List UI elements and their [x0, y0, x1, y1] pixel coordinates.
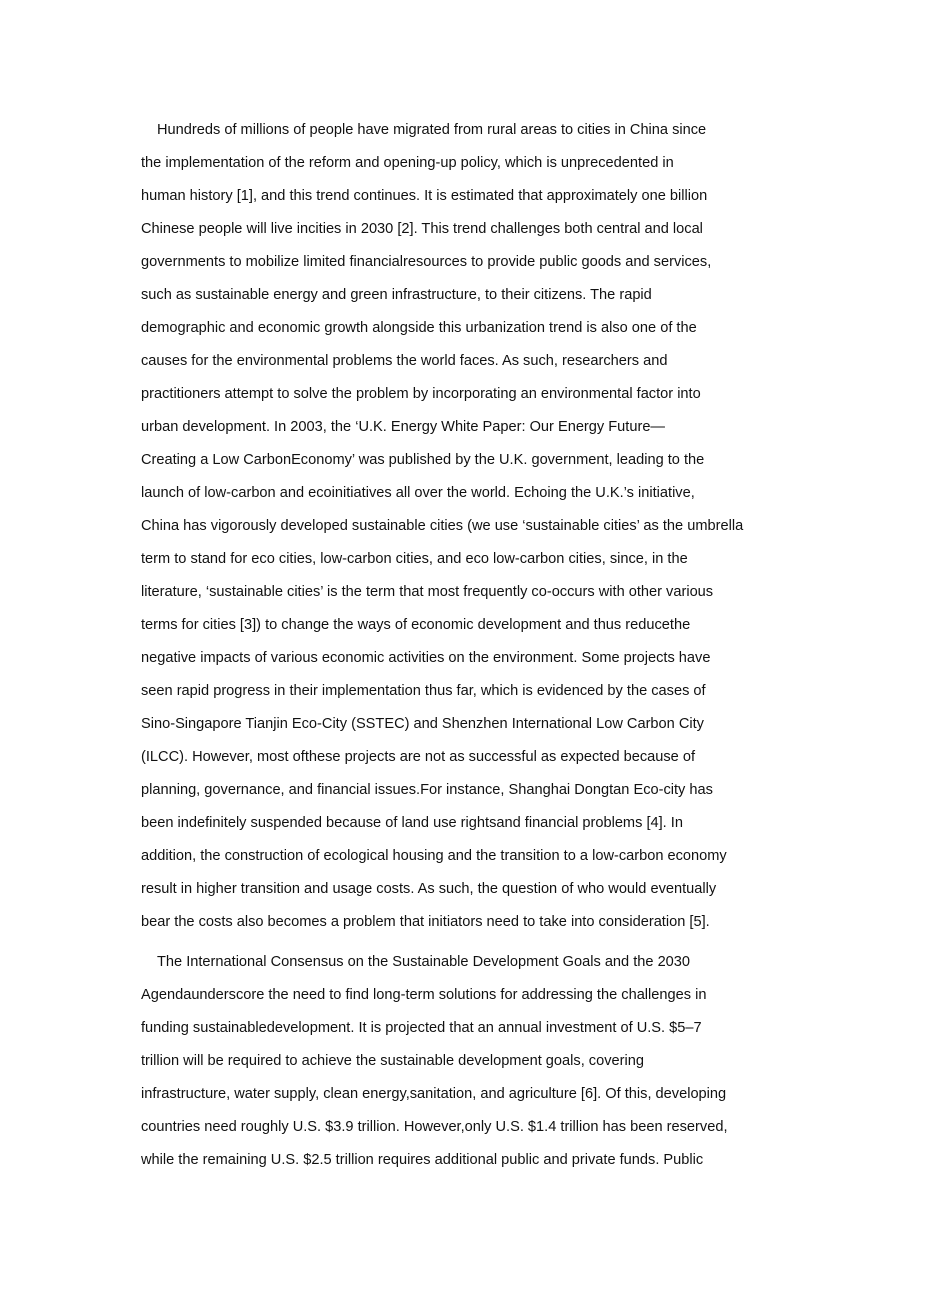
paragraph-line: causes for the environmental problems the world faces. As such, researchers and	[141, 353, 668, 369]
paragraph-line: Creating a Low CarbonEconomy’ was published by the U.K. government, leading to the	[141, 452, 705, 468]
paragraph-line: infrastructure, water supply, clean energy,sanitation, and agriculture [6]. Of this, developing	[141, 1086, 727, 1102]
paragraph-line: literature, ‘sustainable cities’ is the term that most frequently co-occurs with other various	[141, 584, 714, 600]
paragraph-line: addition, the construction of ecological housing and the transition to a low-carbon economy	[141, 848, 727, 864]
paragraph-line: governments to mobilize limited financialresources to provide public goods and services,	[141, 254, 712, 270]
paragraph-line: funding sustainabledevelopment. It is projected that an annual investment of U.S. $5–7	[141, 1020, 702, 1036]
paragraph-line: China has vigorously developed sustainable cities (we use ‘sustainable cities’ as the umbrella	[141, 518, 744, 534]
paragraph-line: while the remaining U.S. $2.5 trillion requires additional public and private funds. Public	[141, 1152, 704, 1168]
paragraph-line: terms for cities [3]) to change the ways of economic development and thus reducethe	[141, 617, 691, 633]
paragraph-line: seen rapid progress in their implementation thus far, which is evidenced by the cases of	[141, 683, 706, 699]
paragraph-line: Hundreds of millions of people have migrated from rural areas to cities in China since	[157, 122, 707, 138]
paragraph-line: term to stand for eco cities, low-carbon cities, and eco low-carbon cities, since, in the	[141, 551, 688, 567]
paragraph-line: planning, governance, and financial issues.For instance, Shanghai Dongtan Eco-city has	[141, 782, 713, 798]
paragraph-line: result in higher transition and usage costs. As such, the question of who would eventually	[141, 881, 717, 897]
paragraph-line: Agendaunderscore the need to find long-term solutions for addressing the challenges in	[141, 987, 707, 1003]
paragraph-line: launch of low-carbon and ecoinitiatives all over the world. Echoing the U.K.’s initiative,	[141, 485, 695, 501]
paragraph-line: countries need roughly U.S. $3.9 trillion. However,only U.S. $1.4 trillion has been reserved,	[141, 1119, 728, 1135]
paragraph-line: bear the costs also becomes a problem that initiators need to take into consideration [5].	[141, 914, 710, 930]
paragraph-line: The International Consensus on the Sustainable Development Goals and the 2030	[157, 954, 691, 970]
paragraph-line: practitioners attempt to solve the problem by incorporating an environmental factor into	[141, 386, 701, 402]
paragraph-line: human history [1], and this trend continues. It is estimated that approximately one billion	[141, 188, 708, 204]
paragraph-line: negative impacts of various economic activities on the environment. Some projects have	[141, 650, 711, 666]
paragraph-line: the implementation of the reform and opening-up policy, which is unprecedented in	[141, 155, 674, 171]
paragraph-line: Sino-Singapore Tianjin Eco-City (SSTEC) and Shenzhen International Low Carbon City	[141, 716, 704, 732]
paragraph-line: (ILCC). However, most ofthese projects are not as successful as expected because of	[141, 749, 696, 765]
paragraph-line: such as sustainable energy and green infrastructure, to their citizens. The rapid	[141, 287, 652, 303]
paragraph-line: Chinese people will live incities in 2030 [2]. This trend challenges both central and local	[141, 221, 703, 237]
paragraph-line: urban development. In 2003, the ‘U.K. Energy White Paper: Our Energy Future—	[141, 419, 666, 435]
paragraph-line: demographic and economic growth alongside this urbanization trend is also one of the	[141, 320, 697, 336]
paragraph-line: been indefinitely suspended because of land use rightsand financial problems [4]. In	[141, 815, 683, 831]
paragraph-line: trillion will be required to achieve the sustainable development goals, covering	[141, 1053, 644, 1069]
